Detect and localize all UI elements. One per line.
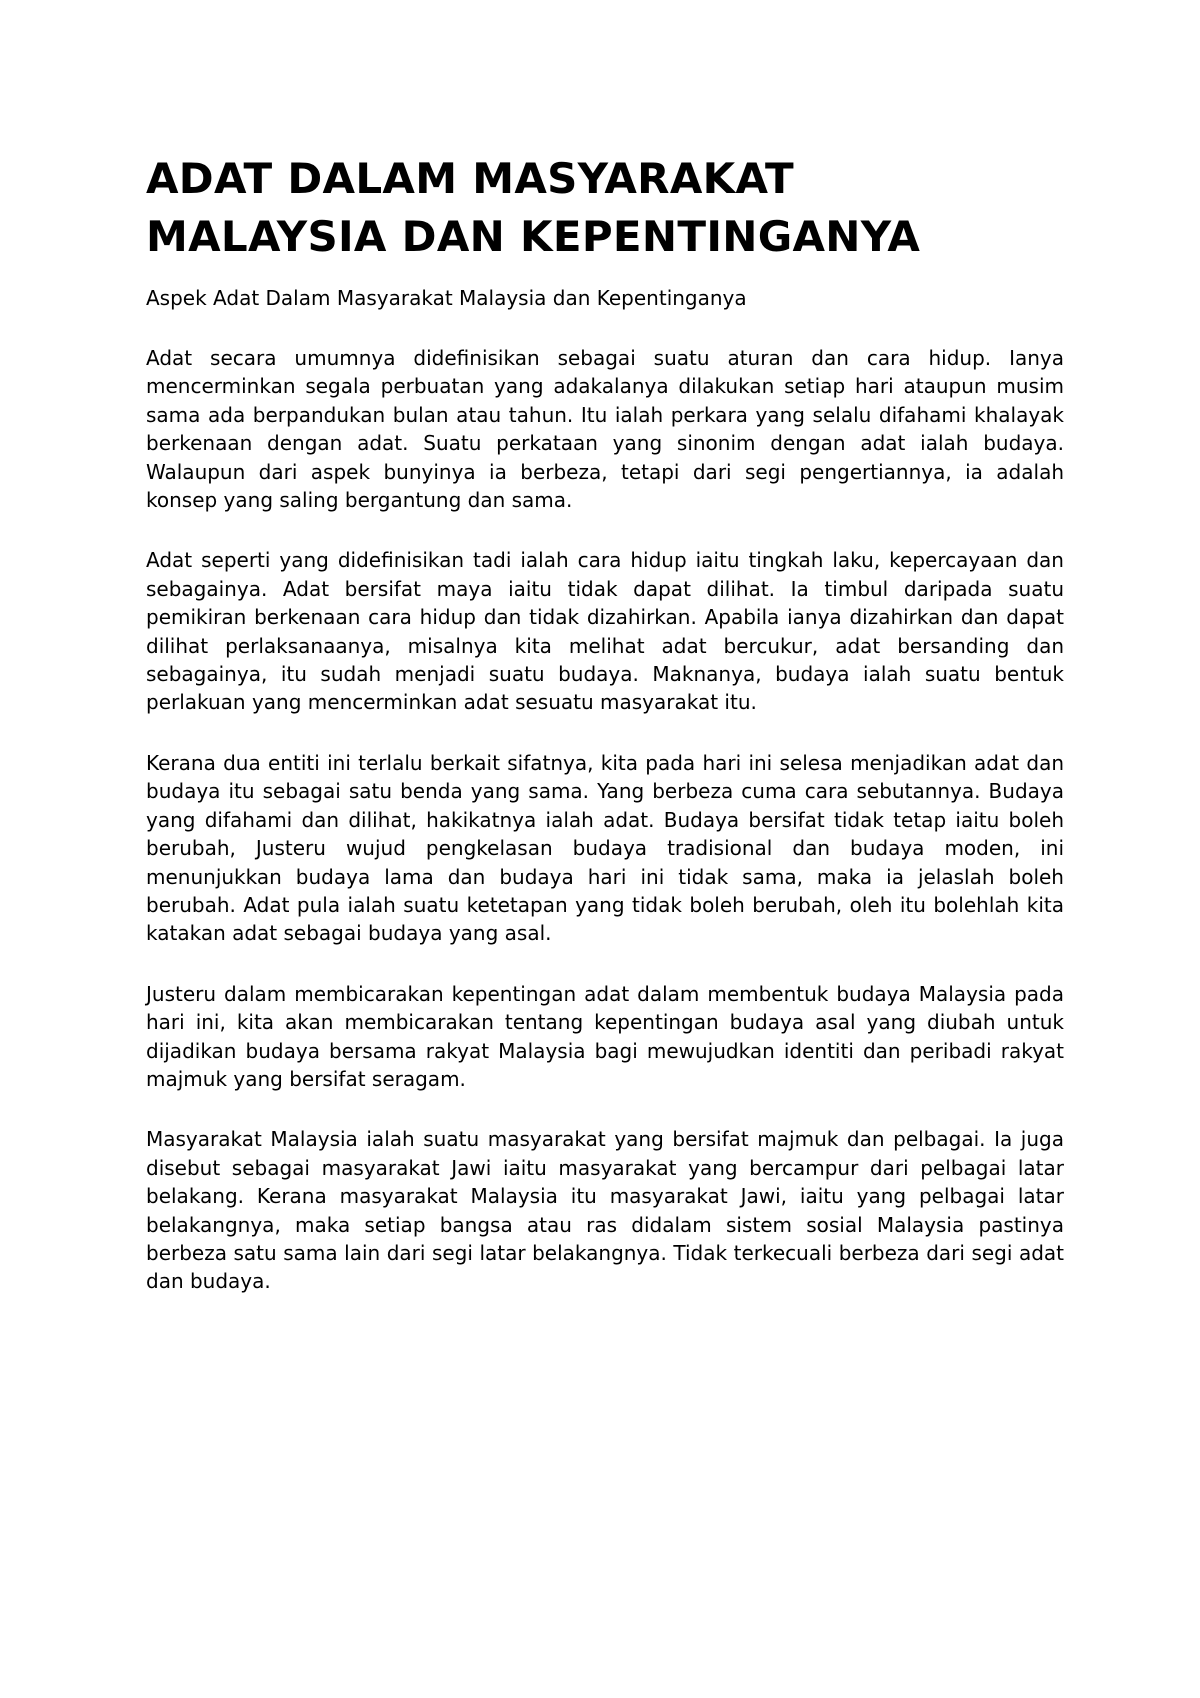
paragraph-2: Adat seperti yang didefinisikan tadi ialah cara hidup iaitu tingkah laku, kepercayaan dan sebagainya. Adat bersifat maya iaitu tidak dapat dilihat. Ia timbul daripada suatu pemikiran berkenaan cara hidup dan tidak dizahirkan. Apabila ianya dizahirkan dan dapat dilihat perlaksanaanya, misalnya kita melihat adat bercukur, adat bersanding dan sebagainya, itu sudah menjadi suatu budaya. Maknanya, budaya ialah suatu bentuk perlakuan yang mencerminkan adat sesuatu masyarakat itu. (146, 548, 1064, 715)
paragraph-5: Masyarakat Malaysia ialah suatu masyarakat yang bersifat majmuk dan pelbagai. Ia juga disebut sebagai masyarakat Jawi iaitu masyarakat yang bercampur dari pelbagai latar belakang. Kerana masyarakat Malaysia itu masyarakat Jawi, iaitu yang pelbagai latar belakangnya, maka setiap bangsa atau ras didalam sistem sosial Malaysia pastinya berbeza satu sama lain dari segi latar belakangnya. Tidak terkecuali berbeza dari segi adat dan budaya. (146, 1127, 1064, 1294)
document-subtitle: Aspek Adat Dalam Masyarakat Malaysia dan Kepentinganya (146, 286, 747, 310)
title-line-2: MALAYSIA DAN KEPENTINGANYA (146, 212, 921, 261)
document-title (146, 150, 1064, 266)
document-page (146, 150, 1064, 1296)
paragraph-4: Justeru dalam membicarakan kepentingan adat dalam membentuk budaya Malaysia pada hari ini, kita akan membicarakan tentang kepentingan budaya asal yang diubah untuk dijadikan budaya bersama rakyat Malaysia bagi mewujudkan identiti dan peribadi rakyat majmuk yang bersifat seragam. (146, 981, 1064, 1091)
title-line-1: ADAT DALAM MASYARAKAT (146, 154, 794, 203)
paragraph-3: Kerana dua entiti ini terlalu berkait sifatnya, kita pada hari ini selesa menjadikan adat dan budaya itu sebagai satu benda yang sama. Yang berbeza cuma cara sebutannya. Budaya yang difahami dan dilihat, hakikatnya ialah adat. Budaya bersifat tidak tetap iaitu boleh berubah, Justeru wujud pengkelasan budaya tradisional dan budaya moden, ini menunjukkan budaya lama dan budaya hari ini tidak sama, maka ia jelaslah boleh berubah. Adat pula ialah suatu ketetapan yang tidak boleh berubah, oleh itu bolehlah kita katakan adat sebagai budaya yang asal. (146, 750, 1064, 946)
paragraph-1: Adat secara umumnya didefinisikan sebagai suatu aturan dan cara hidup. Ianya mencerminkan segala perbuatan yang adakalanya dilakukan setiap hari ataupun musim sama ada berpandukan bulan atau tahun. Itu ialah perkara yang selalu difahami khalayak berkenaan dengan adat. Suatu perkataan yang sinonim dengan adat ialah budaya. Walaupun dari aspek bunyinya ia berbeza, tetapi dari segi pengertiannya, ia adalah konsep yang saling bergantung dan sama. (146, 346, 1064, 513)
